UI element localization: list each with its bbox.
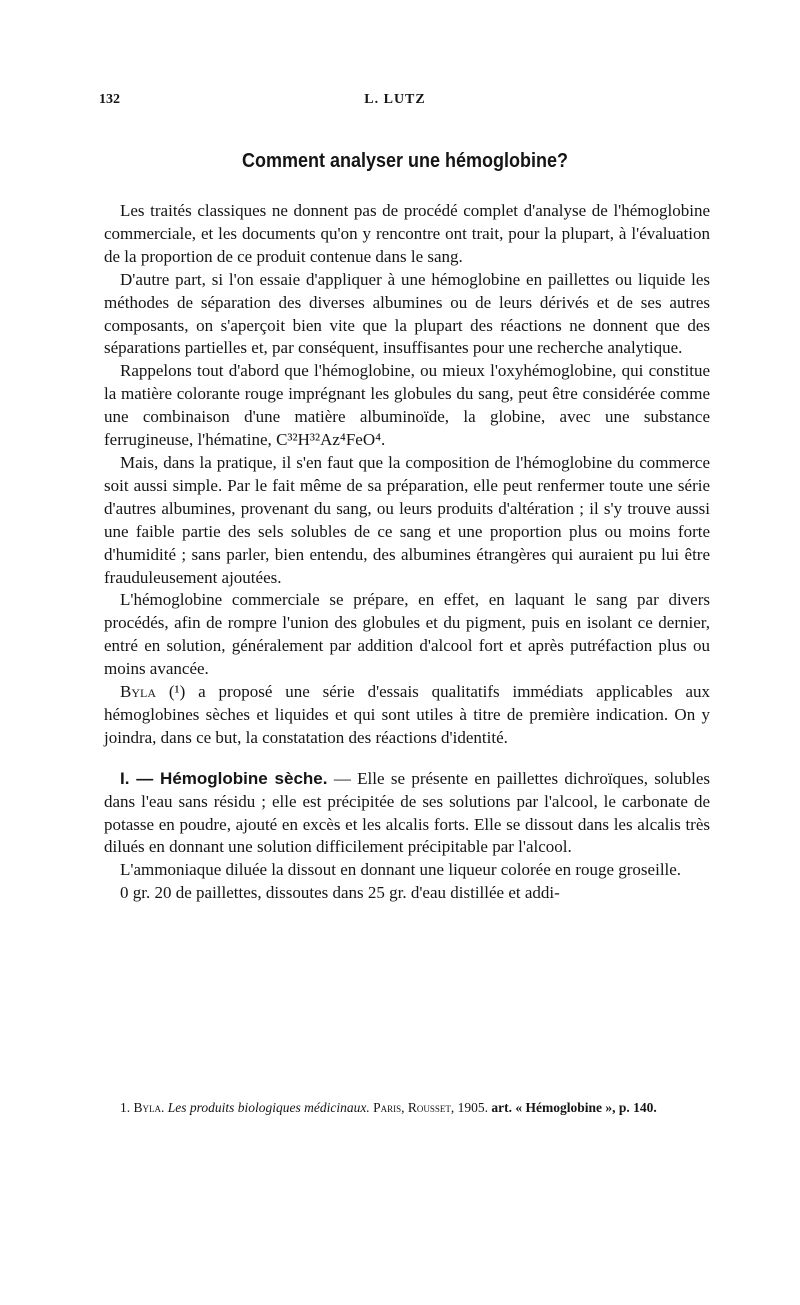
running-head [99, 92, 711, 112]
paragraph-7 [104, 768, 710, 860]
page-number: 132 [99, 92, 120, 107]
paragraph-5: L'hémoglobine commerciale se prépare, en effet, en laquant le sang par divers procédés, afin de rompre l'union des globules et du pigment, puis en isolant ce dernier, entré en solution, généralement par addition d'alcool fort et après putréfaction plus ou moins avancée. [104, 590, 710, 679]
footnote-reference: (¹) [168, 682, 186, 702]
running-head-author: L. LUTZ [364, 92, 426, 107]
footnote-author: Byla. [133, 1100, 165, 1115]
hematine-formula: C³²H³²Az⁴FeO⁴. [276, 430, 386, 450]
section-title: Comment analyser une hémoglobine? [241, 150, 569, 172]
paragraph-4: Mais, dans la pratique, il s'en faut que la composition de l'hémoglobine du commerce soit aussi simple. Par le fait même de sa préparation, elle peut renfermer toute une série d'autres albumines, provenant du sang, ou leurs produits d'altération ; il s'y trouve aussi une faible partie des sels solubles de ce sang et une proportion plus ou moins forte d'humidité ; sans parler, bien entendu, des albumines étrangères qui auraient pu lui être frauduleusement ajoutées. [104, 452, 710, 587]
footnote [104, 1098, 710, 1118]
paragraph-8: L'ammoniaque diluée la dissout en donnant une liqueur colorée en rouge groseille. [120, 860, 682, 880]
paragraph-2: D'autre part, si l'on essaie d'appliquer à une hémoglobine en paillettes ou liquide les méthodes de séparation des diverses albumines ou de leurs dérivés et de ses autres composants, on s'aperçoit bien vite que la plupart des réactions ne donnent que des séparations partielles et, par conséquent, insuffisantes pour une recherche analytique. [104, 269, 710, 358]
paragraph-6-text: a proposé une série d'essais qualitatifs immédiats applicables aux hémoglobines sèches et liquides et qui sont utiles à titre de première indication. On y joindra, dans ce but, la constatation des réactions d'identité. [104, 682, 711, 747]
body-text [104, 200, 710, 905]
author-name-byla: Byla [120, 682, 157, 702]
footnote-publisher: Paris, Rousset, 1905. [373, 1100, 489, 1115]
footnote-work: Les produits biologiques médicinaux. [167, 1100, 370, 1115]
paragraph-6 [104, 681, 710, 750]
paragraph-1: Les traités classiques ne donnent pas de procédé complet d'analyse de l'hémoglobine commerciale, et les documents qu'on y rencontre ont trait, pour la plupart, à l'évaluation de la proportion de ce produit contenue dans le sang. [104, 201, 710, 266]
paragraph-3 [104, 360, 710, 452]
footnote-number: 1. [120, 1100, 131, 1115]
paragraph-3-text: Rappelons tout d'abord que l'hémoglobine, ou mieux l'oxyhémoglobine, qui constitue la matière colorante rouge imprégnant les globules du sang, peut être considérée comme une combinaison d'une matière albuminoïde, la globine, avec une substance ferrugineuse, l'hématine, [104, 361, 710, 450]
subsection-heading: I. — Hémoglobine sèche. [120, 768, 328, 788]
footnote-1 [104, 1098, 710, 1118]
paragraph-7-text: — Elle se présente en paillettes dichroïques, solubles dans l'eau sans résidu ; elle est précipitée de ses solutions par l'alcool, le carbonate de potasse en poudre, ajouté en excès et les alcalis forts. Elle se dissout dans les alcalis très dilués en donnant une solution difficilement précipitable par l'alcool. [104, 768, 711, 857]
footnote-article: art. « Hémoglobine », p. 140. [491, 1100, 657, 1115]
paragraph-9: 0 gr. 20 de paillettes, dissoutes dans 25 gr. d'eau distillée et addi- [120, 883, 560, 903]
